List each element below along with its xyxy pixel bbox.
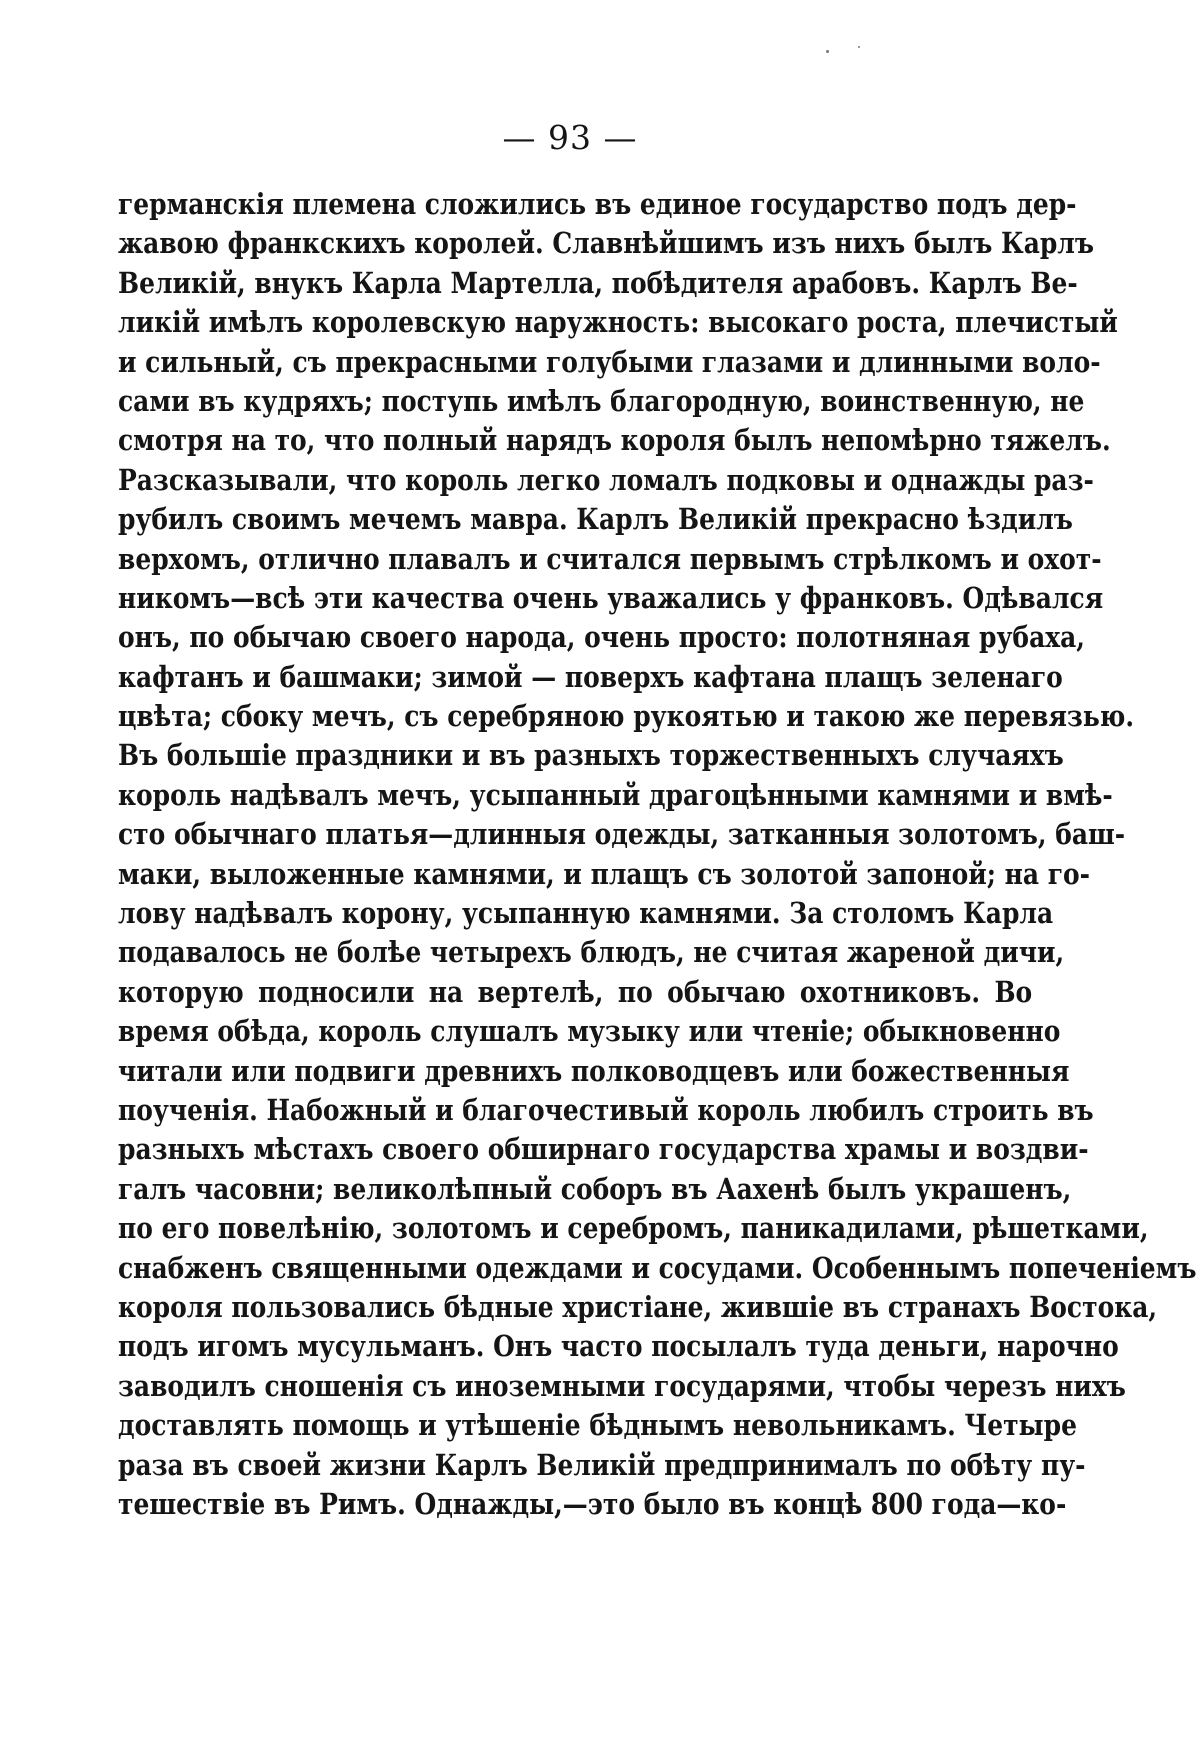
text-line: тешествіе въ Римъ. Однажды,—это было въ концѣ 800 года—ко- bbox=[118, 1486, 1067, 1521]
text-line: подъ игомъ мусульманъ. Онъ часто посылалъ туда деньги, нарочно bbox=[118, 1329, 1119, 1364]
text-line: цвѣта; сбоку мечъ, съ серебряною рукоятью и такою же перевязью. bbox=[118, 699, 1135, 734]
text-line: рубилъ своимъ мечемъ мавра. Карлъ Великій прекрасно ѣздилъ bbox=[118, 502, 1073, 537]
text-line: и сильный, съ прекрасными голубыми глазами и длинными воло- bbox=[118, 344, 1101, 379]
text-line: короля пользовались бѣдные христіане, жившіе въ странахъ Востока, bbox=[118, 1289, 1158, 1324]
text-line: король надѣвалъ мечъ, усыпанный драгоцѣнными камнями и вмѣ- bbox=[118, 777, 1113, 812]
text-line: разныхъ мѣстахъ своего обширнаго государства храмы и воздви- bbox=[118, 1132, 1089, 1167]
text-line: кафтанъ и башмаки; зимой — поверхъ кафтана плащъ зеленаго bbox=[118, 659, 1063, 694]
text-line: никомъ—всѣ эти качества очень уважались у франковъ. Одѣвался bbox=[118, 580, 1104, 615]
text-line: подавалось не болѣе четырехъ блюдъ, не считая жареной дичи, bbox=[118, 935, 1065, 970]
text-line: сами въ кудряхъ; поступь имѣлъ благородную, воинственную, не bbox=[118, 383, 1085, 418]
scan-speck bbox=[826, 50, 829, 53]
text-line: смотря на то, что полный нарядъ короля былъ непомѣрно тяжелъ. bbox=[118, 423, 1111, 458]
text-line: Великій, внукъ Карла Мартелла, побѣдителя арабовъ. Карлъ Ве- bbox=[118, 265, 1078, 300]
text-line: Разсказывали, что король легко ломалъ подковы и однажды раз- bbox=[118, 462, 1094, 497]
text-line: Въ большіе праздники и въ разныхъ торжественныхъ случаяхъ bbox=[118, 738, 1064, 773]
text-line: снабженъ священными одеждами и сосудами. Особеннымъ попеченіемъ bbox=[118, 1250, 1196, 1285]
text-line: заводилъ сношенія съ иноземными государями, чтобы черезъ нихъ bbox=[118, 1368, 1126, 1403]
text-line: лову надѣвалъ корону, усыпанную камнями. За столомъ Карла bbox=[118, 896, 1054, 931]
text-line: маки, выложенные камнями, и плащъ съ золотой запоной; на го- bbox=[118, 856, 1091, 891]
text-line: доставлять помощь и утѣшеніе бѣднымъ невольникамъ. Четыре bbox=[118, 1408, 1077, 1443]
text-line: время обѣда, король слушалъ музыку или чтеніе; обыкновенно bbox=[118, 1014, 1061, 1049]
body-text bbox=[118, 185, 1196, 1524]
text-line: читали или подвиги древнихъ полководцевъ или божественныя bbox=[118, 1053, 1070, 1088]
text-line: раза въ своей жизни Карлъ Великій предпринималъ по обѣту пу- bbox=[118, 1447, 1086, 1482]
text-line: сто обычнаго платья—длинныя одежды, затканныя золотомъ, баш- bbox=[118, 817, 1126, 852]
text-line: которую подносили на вертелѣ, по обычаю охотниковъ. Во bbox=[118, 974, 1033, 1009]
text-line: поученія. Набожный и благочестивый король любилъ строить въ bbox=[118, 1092, 1094, 1127]
text-line: ликій имѣлъ королевскую наружность: высокаго роста, плечистый bbox=[118, 305, 1118, 340]
text-line: по его повелѣнію, золотомъ и серебромъ, паникадилами, рѣшетками, bbox=[118, 1211, 1149, 1246]
text-line: германскія племена сложились въ единое государство подъ дер- bbox=[118, 187, 1077, 221]
text-line: галъ часовни; великолѣпный соборъ въ Аахенѣ былъ украшенъ, bbox=[118, 1171, 1072, 1206]
text-line: жавою франкскихъ королей. Славнѣйшимъ изъ нихъ былъ Карлъ bbox=[118, 226, 1095, 261]
page-number: — 93 — bbox=[502, 118, 638, 157]
scan-speck bbox=[858, 46, 860, 48]
text-line: верхомъ, отлично плавалъ и считался первымъ стрѣлкомъ и охот- bbox=[118, 541, 1102, 576]
text-line: онъ, по обычаю своего народа, очень просто: полотняная рубаха, bbox=[118, 620, 1085, 655]
